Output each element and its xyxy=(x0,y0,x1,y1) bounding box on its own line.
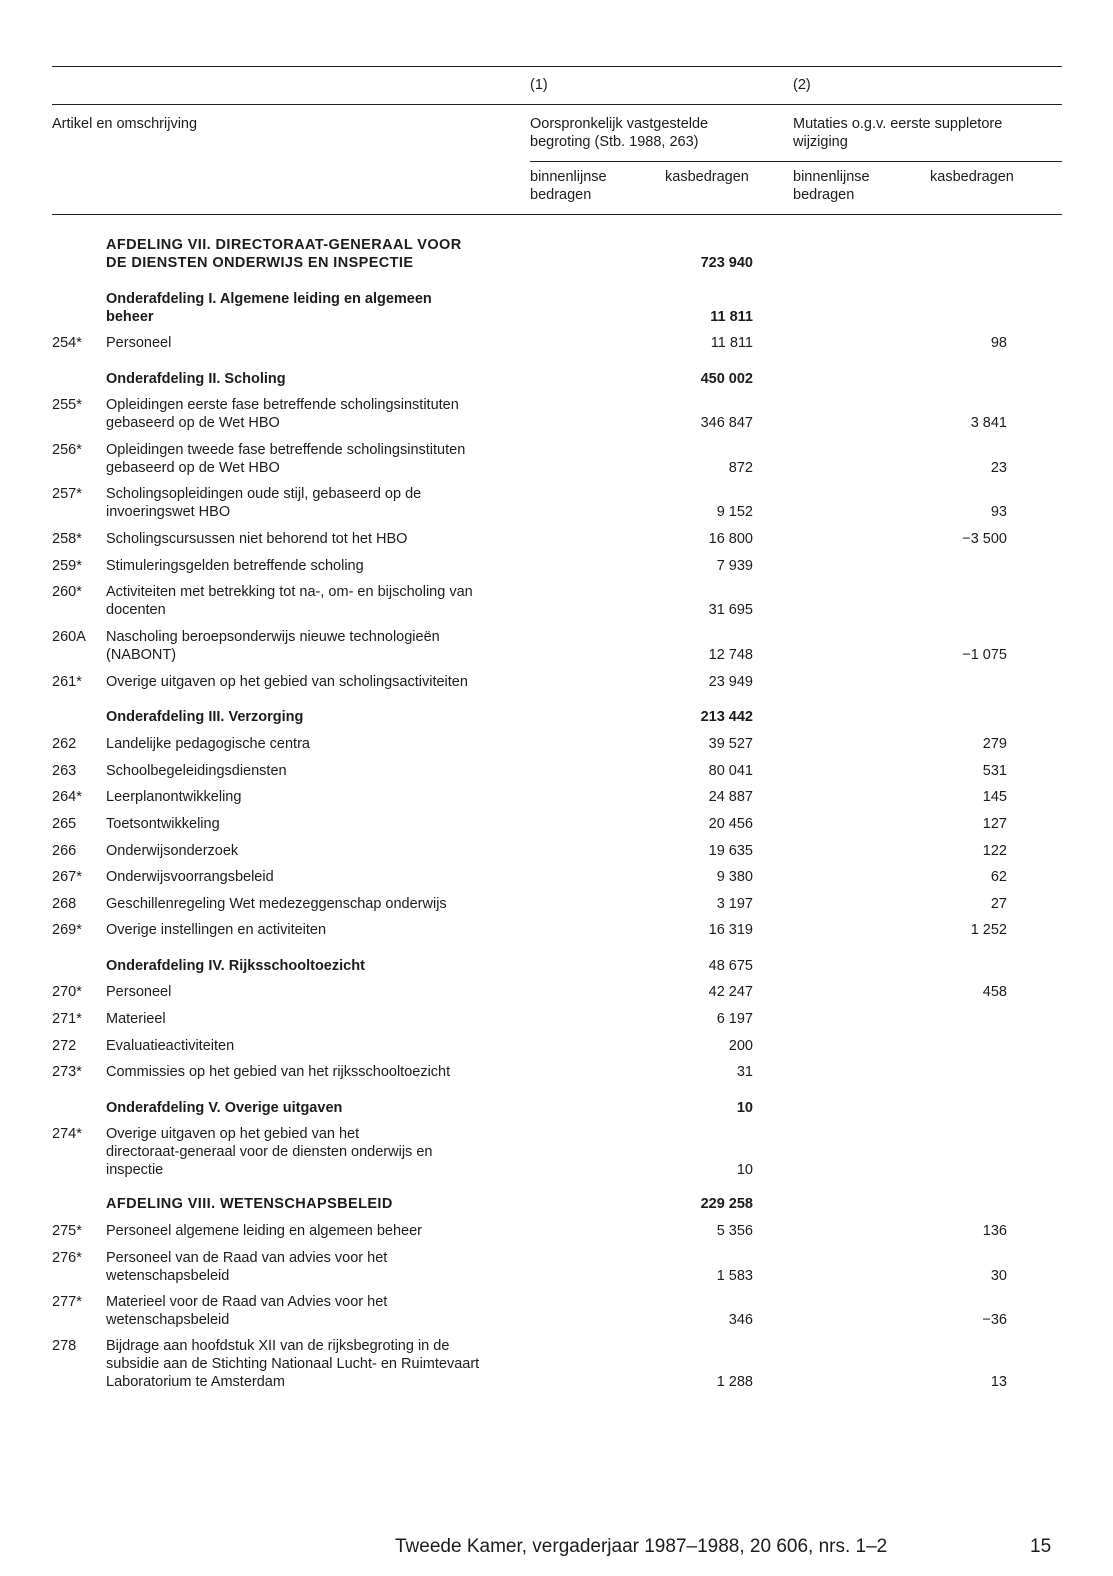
article-description: Evaluatieactiviteiten xyxy=(106,1038,235,1054)
original-budget-value: 19 635 xyxy=(708,843,753,859)
mutation-value: 23 xyxy=(990,460,1007,476)
original-budget-value: 24 887 xyxy=(708,789,753,805)
original-budget-value: 80 041 xyxy=(708,763,753,779)
article-number: 264* xyxy=(52,789,82,805)
col2-title: Mutaties o.g.v. eerste suppletore wijziging xyxy=(793,116,1003,150)
article-number: 254* xyxy=(52,335,82,351)
original-budget-value: 48 675 xyxy=(708,958,753,974)
article-description: Scholingsopleidingen oude stijl, gebaseerd op de invoeringswet HBO xyxy=(106,486,422,520)
mutation-value: 531 xyxy=(982,763,1007,779)
article-description: Activiteiten met betrekking tot na-, om- en bijscholing van docenten xyxy=(106,584,473,618)
footer-citation: Tweede Kamer, vergaderjaar 1987–1988, 20 606, nrs. 1–2 xyxy=(395,1536,888,1557)
original-budget-value: 1 288 xyxy=(716,1374,753,1390)
article-column-label: Artikel en omschrijving xyxy=(52,116,198,132)
original-budget-value: 229 258 xyxy=(700,1196,753,1212)
original-budget-value: 31 xyxy=(736,1064,753,1080)
col1-binnenlijnse-label: binnenlijnse bedragen xyxy=(530,169,607,203)
article-description: Leerplanontwikkeling xyxy=(106,789,242,805)
article-number: 262 xyxy=(52,736,77,752)
mutation-value: 62 xyxy=(990,869,1007,885)
article-description: AFDELING VIII. WETENSCHAPSBELEID xyxy=(106,1196,393,1212)
original-budget-value: 10 xyxy=(736,1162,753,1178)
article-number: 275* xyxy=(52,1223,82,1239)
article-description: Opleidingen tweede fase betreffende scholingsinstituten gebaseerd op de Wet HBO xyxy=(106,442,466,476)
col2-kasbedragen-label: kasbedragen xyxy=(930,169,1014,185)
article-description: Onderafdeling III. Verzorging xyxy=(106,709,304,725)
article-description: Overige uitgaven op het gebied van het directoraat-generaal voor de diensten onderwijs en inspectie xyxy=(106,1126,433,1178)
article-description: Schoolbegeleidingsdiensten xyxy=(106,763,287,779)
original-budget-value: 7 939 xyxy=(716,558,753,574)
original-budget-value: 723 940 xyxy=(700,255,753,271)
article-description: Onderwijsonderzoek xyxy=(106,843,239,859)
original-budget-value: 872 xyxy=(728,460,753,476)
article-number: 273* xyxy=(52,1064,82,1080)
mutation-value: 145 xyxy=(982,789,1007,805)
original-budget-value: 9 152 xyxy=(716,504,753,520)
mutation-value: 13 xyxy=(990,1374,1007,1390)
original-budget-value: 42 247 xyxy=(708,984,753,1000)
original-budget-value: 346 847 xyxy=(700,415,753,431)
article-number: 258* xyxy=(52,531,82,547)
col2-number: (2) xyxy=(793,77,811,93)
article-description: Bijdrage aan hoofdstuk XII van de rijksbegroting in de subsidie aan de Stichting Nationaal Lucht- en Ruimtevaart Laboratorium te Amsterdam xyxy=(106,1338,480,1390)
original-budget-value: 200 xyxy=(728,1038,753,1054)
article-description: Nascholing beroepsonderwijs nieuwe technologieën (NABONT) xyxy=(106,629,440,663)
col1-kasbedragen-label: kasbedragen xyxy=(665,169,749,185)
article-number: 265 xyxy=(52,816,77,832)
article-description: Onderafdeling V. Overige uitgaven xyxy=(106,1100,343,1116)
mutation-value: 136 xyxy=(982,1223,1007,1239)
article-number: 257* xyxy=(52,486,82,502)
article-description: Personeel xyxy=(106,335,172,351)
article-description: AFDELING VII. DIRECTORAAT-GENERAAL VOOR DE DIENSTEN ONDERWIJS EN INSPECTIE xyxy=(106,237,462,271)
article-number: 272 xyxy=(52,1038,77,1054)
article-description: Commissies op het gebied van het rijksschooltoezicht xyxy=(106,1064,451,1080)
mutation-value: 1 252 xyxy=(970,922,1007,938)
article-number: 260A xyxy=(52,629,86,645)
article-number: 256* xyxy=(52,442,82,458)
mutation-value: −1 075 xyxy=(962,647,1007,663)
article-number: 259* xyxy=(52,558,82,574)
original-budget-value: 1 583 xyxy=(716,1268,753,1284)
article-number: 267* xyxy=(52,869,82,885)
article-description: Geschillenregeling Wet medezeggenschap onderwijs xyxy=(106,896,447,912)
original-budget-value: 16 800 xyxy=(708,531,753,547)
original-budget-value: 10 xyxy=(736,1100,753,1116)
article-number: 274* xyxy=(52,1126,82,1142)
mutation-value: 122 xyxy=(982,843,1007,859)
mutation-value: 30 xyxy=(990,1268,1007,1284)
mutation-value: 458 xyxy=(982,984,1007,1000)
mutation-value: 98 xyxy=(990,335,1007,351)
article-description: Opleidingen eerste fase betreffende scholingsinstituten gebaseerd op de Wet HBO xyxy=(106,397,459,431)
original-budget-value: 3 197 xyxy=(716,896,753,912)
article-number: 261* xyxy=(52,674,82,690)
article-description: Personeel algemene leiding en algemeen beheer xyxy=(106,1223,423,1239)
article-description: Stimuleringsgelden betreffende scholing xyxy=(106,558,364,574)
original-budget-value: 346 xyxy=(728,1312,753,1328)
article-number: 276* xyxy=(52,1250,82,1266)
article-number: 260* xyxy=(52,584,82,600)
mutation-value: −36 xyxy=(982,1312,1007,1328)
col1-title: Oorspronkelijk vastgestelde begroting (Stb. 1988, 263) xyxy=(530,116,709,150)
article-description: Materieel xyxy=(106,1011,166,1027)
article-description: Scholingscursussen niet behorend tot het HBO xyxy=(106,531,408,547)
article-number: 278 xyxy=(52,1338,77,1354)
original-budget-value: 23 949 xyxy=(708,674,753,690)
article-description: Toetsontwikkeling xyxy=(106,816,220,832)
article-description: Personeel van de Raad van advies voor het wetenschapsbeleid xyxy=(106,1250,388,1284)
article-number: 269* xyxy=(52,922,82,938)
original-budget-value: 213 442 xyxy=(700,709,753,725)
article-number: 268 xyxy=(52,896,77,912)
mutation-value: 93 xyxy=(990,504,1007,520)
original-budget-value: 9 380 xyxy=(716,869,753,885)
original-budget-value: 5 356 xyxy=(716,1223,753,1239)
original-budget-value: 39 527 xyxy=(708,736,753,752)
article-description: Personeel xyxy=(106,984,172,1000)
mutation-value: −3 500 xyxy=(962,531,1007,547)
mutation-value: 279 xyxy=(982,736,1007,752)
col1-number: (1) xyxy=(530,77,548,93)
article-description: Onderafdeling IV. Rijksschooltoezicht xyxy=(106,958,365,974)
article-description: Materieel voor de Raad van Advies voor het wetenschapsbeleid xyxy=(106,1294,388,1328)
article-number: 266 xyxy=(52,843,77,859)
original-budget-value: 11 811 xyxy=(710,335,753,351)
page-number: 15 xyxy=(1030,1536,1052,1557)
article-description: Overige instellingen en activiteiten xyxy=(106,922,327,938)
original-budget-value: 450 002 xyxy=(700,371,753,387)
original-budget-value: 20 456 xyxy=(708,816,753,832)
original-budget-value: 31 695 xyxy=(708,602,753,618)
article-number: 270* xyxy=(52,984,82,1000)
article-description: Onderafdeling I. Algemene leiding en algemeen beheer xyxy=(106,291,432,325)
article-description: Onderafdeling II. Scholing xyxy=(106,371,286,387)
article-number: 263 xyxy=(52,763,77,779)
article-number: 255* xyxy=(52,397,82,413)
article-number: 277* xyxy=(52,1294,82,1310)
original-budget-value: 11 811 xyxy=(710,309,753,325)
col2-binnenlijnse-label: binnenlijnse bedragen xyxy=(793,169,870,203)
article-description: Landelijke pedagogische centra xyxy=(106,736,310,752)
original-budget-value: 6 197 xyxy=(716,1011,753,1027)
mutation-value: 127 xyxy=(982,816,1007,832)
article-description: Onderwijsvoorrangsbeleid xyxy=(106,869,274,885)
article-description: Overige uitgaven op het gebied van scholingsactiviteiten xyxy=(106,674,468,690)
original-budget-value: 16 319 xyxy=(708,922,753,938)
mutation-value: 27 xyxy=(990,896,1007,912)
mutation-value: 3 841 xyxy=(970,415,1007,431)
original-budget-value: 12 748 xyxy=(708,647,753,663)
article-number: 271* xyxy=(52,1011,82,1027)
